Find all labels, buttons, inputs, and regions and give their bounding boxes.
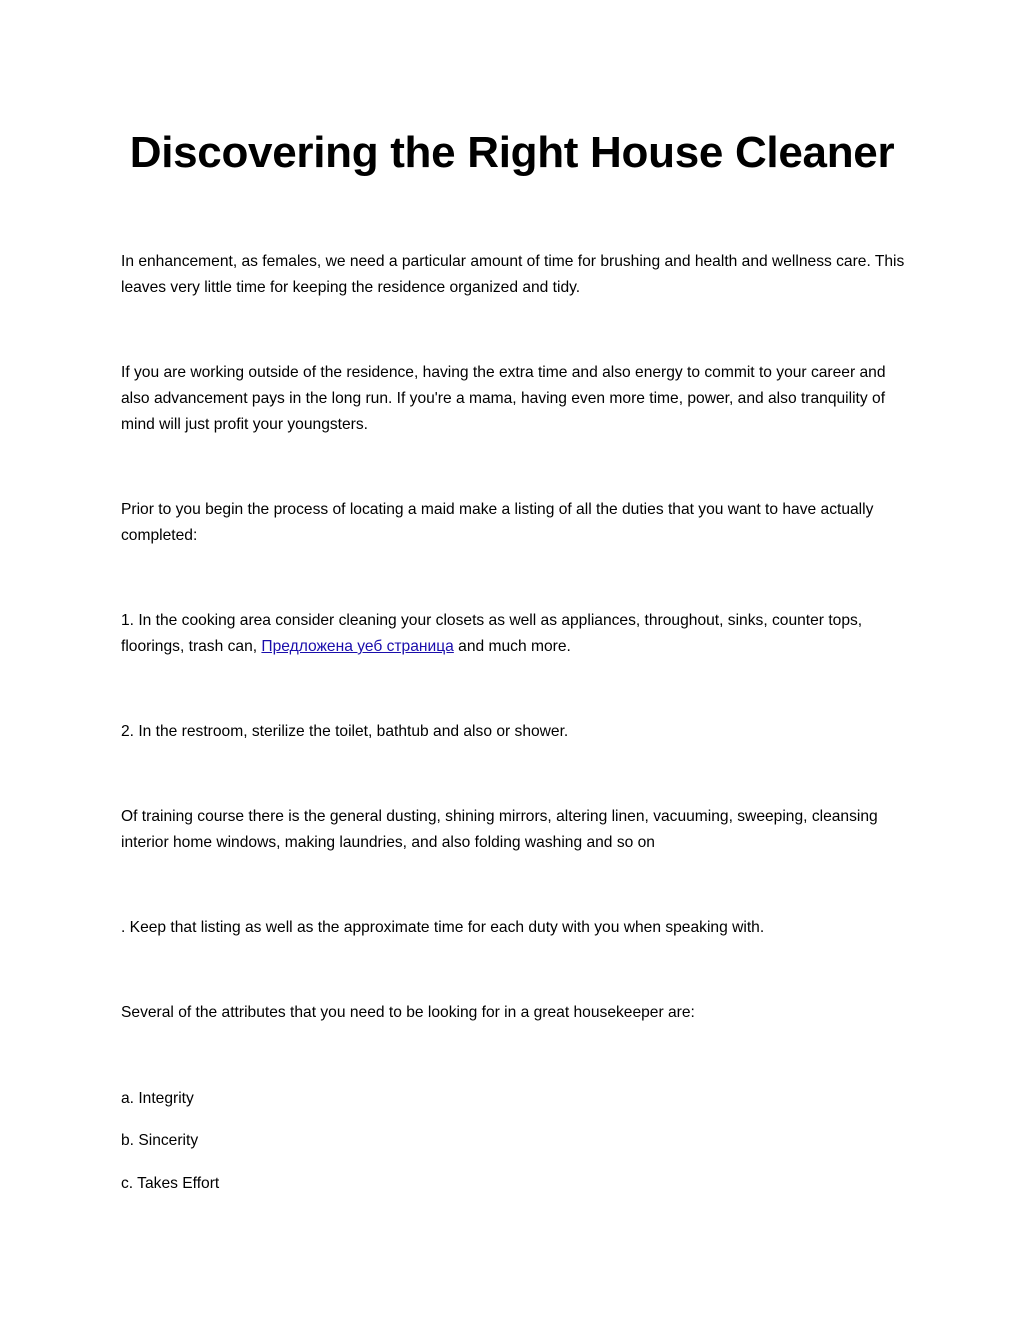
document-title: Discovering the Right House Cleaner: [129, 128, 895, 177]
list-item-restroom: 2. In the restroom, sterilize the toilet, bathtub and also or shower.: [121, 723, 569, 740]
paragraph-time-for-care: In enhancement, as females, we need a particular amount of time for brushing and health and wellness care. This leaves very little time for keeping the residence organized and tidy.: [121, 253, 905, 296]
attribute-item-integrity: a. Integrity: [121, 1090, 194, 1107]
attribute-item-sincerity: b. Sincerity: [121, 1132, 199, 1149]
list-item-cooking-area: [121, 608, 911, 660]
suggested-page-link[interactable]: Предложена уеб страница: [261, 638, 454, 655]
paragraph-keep-listing: . Keep that listing as well as the approximate time for each duty with you when speaking with.: [121, 919, 765, 936]
cooking-area-text-end: and much more.: [453, 638, 571, 655]
cooking-area-text: 1. In the cooking area consider cleaning your closets as well as appliances, throughout, sinks, counter tops, floorings, trash can,: [121, 612, 863, 655]
paragraph-general-dusting: Of training course there is the general dusting, shining mirrors, altering linen, vacuuming, sweeping, cleansing interior home windows, making laundries, and also folding washing and so on: [121, 808, 878, 851]
paragraph-working-outside: If you are working outside of the residence, having the extra time and also energy to commit to your career and also advancement pays in the long run. If you're a mama, having even more time, power, and also tranquility of mind will just profit your youngsters.: [121, 364, 886, 433]
paragraph-make-listing: Prior to you begin the process of locating a maid make a listing of all the duties that you want to have actually completed:: [121, 501, 874, 544]
attribute-item-takes-effort: c. Takes Effort: [121, 1175, 220, 1192]
paragraph-attributes-intro: Several of the attributes that you need to be looking for in a great housekeeper are:: [121, 1004, 695, 1021]
